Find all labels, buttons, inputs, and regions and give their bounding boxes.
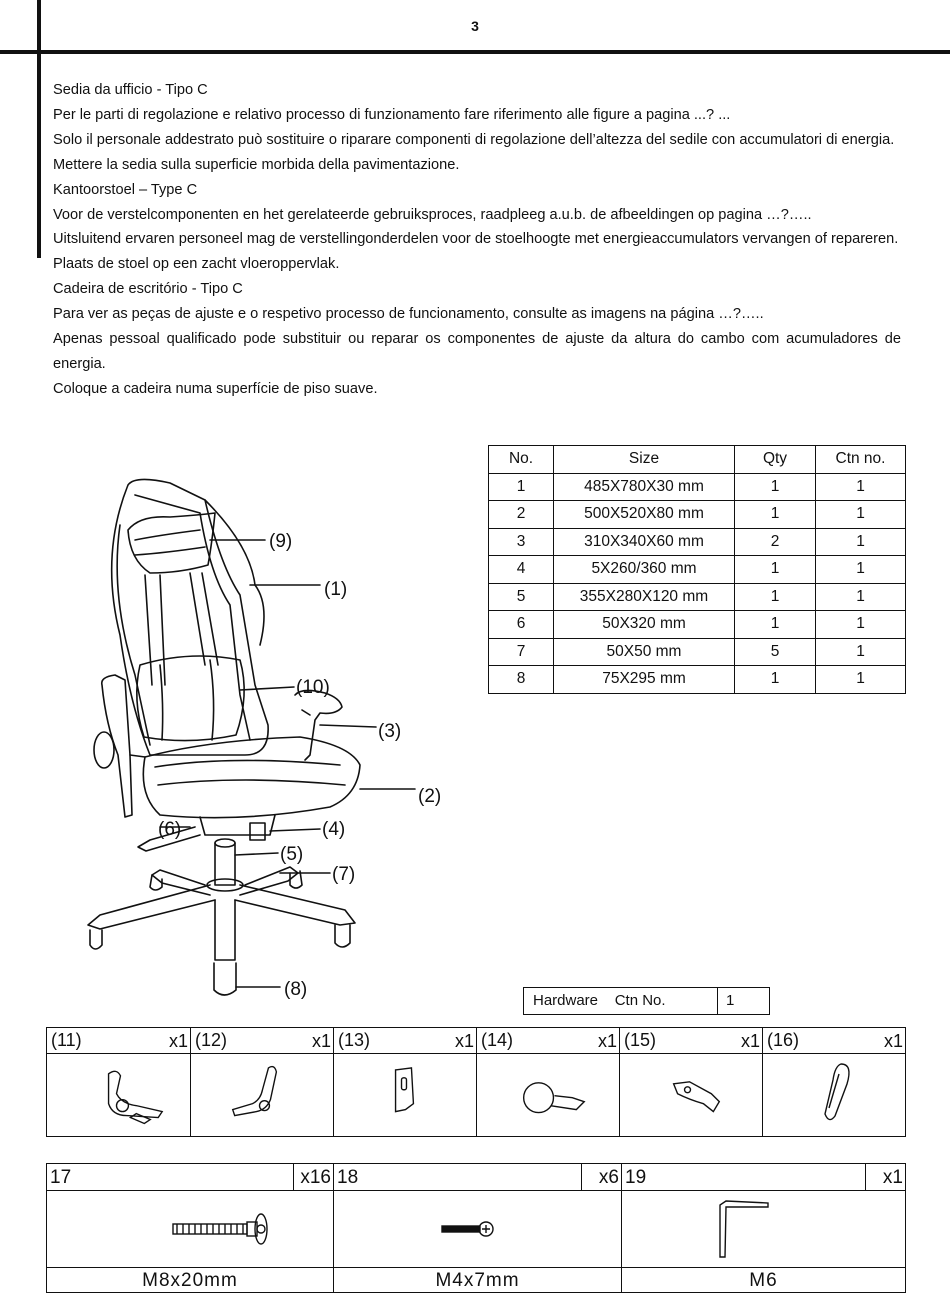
table-cell: 485X780X30 mm (554, 473, 735, 501)
table-cell: 1 (816, 583, 906, 611)
table-cell: 1 (735, 611, 816, 639)
fitting-qty: x1 (454, 1031, 474, 1051)
long-bolt-icon (47, 1191, 334, 1266)
clip-icon (620, 1054, 762, 1135)
paragraph: Uitsluitend ervaren personeel mag de verstellingonderdelen voor de stoelhoogte met energieaccumulators vervangen of repareren. (53, 231, 899, 248)
table-cell: 1 (816, 473, 906, 501)
paragraph: Kantoorstoel – Type C (53, 181, 198, 198)
column-header: No. (489, 446, 554, 474)
table-cell: 5 (489, 583, 554, 611)
table-cell: 1 (489, 473, 554, 501)
side-cover-icon (763, 1054, 905, 1136)
label-3: (3) (378, 721, 402, 742)
fitting-qty: x1 (740, 1031, 760, 1051)
label-8: (8) (284, 979, 308, 1000)
table-cell: 7 (489, 638, 554, 666)
cover-plate-icon (334, 1054, 476, 1135)
margin-rule (37, 0, 41, 258)
screw-size: M4x7mm (334, 1267, 621, 1292)
instructions-text (53, 78, 901, 402)
fitting-cell (191, 1028, 334, 1136)
label-9: (9) (269, 531, 293, 552)
handle-bracket-icon (191, 1054, 333, 1135)
screw-cell (622, 1164, 905, 1292)
hardware-ctn-value: 1 (726, 992, 735, 1009)
column-header: Ctn no. (816, 446, 906, 474)
paragraph: Apenas pessoal qualificado pode substituir ou reparar os componentes de ajuste da altura do cambo com acumuladores de energia. (53, 331, 901, 372)
screw-size: M6 (622, 1267, 905, 1292)
screw-cell (334, 1164, 622, 1292)
table-row (489, 473, 906, 501)
chair-diagram (40, 455, 480, 1015)
paragraph: Para ver as peças de ajuste e o respetivo processo de funcionamento, consulte as imagens na página …?….. (53, 306, 764, 323)
paragraph: Sedia da ufficio - Tipo C (53, 82, 208, 98)
paragraph: Coloque a cadeira numa superfície de piso suave. (53, 380, 378, 397)
table-row (489, 611, 906, 639)
column-header: Qty (735, 446, 816, 474)
table-row (489, 528, 906, 556)
label-4: (4) (322, 819, 346, 840)
fitting-number: (12) (195, 1030, 228, 1050)
fitting-cell (620, 1028, 763, 1136)
label-6: (6) (158, 819, 182, 840)
table-cell: 2 (735, 528, 816, 556)
hardware-box (523, 987, 770, 1015)
paragraph: Cadeira de escritório - Tipo C (53, 281, 243, 298)
paragraph: Per le parti di regolazione e relativo processo di funzionamento fare riferimento alle figure a pagina ...? ... (53, 106, 731, 123)
fittings-table (46, 1027, 906, 1137)
fitting-number: (14) (481, 1030, 514, 1050)
table-cell: 310X340X60 mm (554, 528, 735, 556)
table-row (489, 556, 906, 584)
screw-qty: x16 (300, 1167, 331, 1188)
label-10: (10) (296, 677, 330, 698)
paragraph: Solo il personale addestrato può sostituire o riparare componenti di regolazione dell’altezza del sedile con accumulatori di energia. (53, 131, 895, 148)
parts-table-body (489, 473, 906, 693)
table-cell: 1 (735, 473, 816, 501)
table-cell: 8 (489, 666, 554, 694)
table-cell: 355X280X120 mm (554, 583, 735, 611)
chair-drawing (88, 479, 415, 995)
paragraph: Voor de verstelcomponenten en het gerelateerde gebruiksproces, raadpleeg a.u.b. de afbeeldingen op pagina …?….. (53, 206, 812, 223)
table-cell: 5X260/360 mm (554, 556, 735, 584)
table-cell: 1 (816, 528, 906, 556)
fitting-cell (47, 1028, 191, 1136)
screw-cell (47, 1164, 334, 1292)
fitting-cell (334, 1028, 477, 1136)
table-cell: 1 (735, 556, 816, 584)
table-cell: 1 (816, 501, 906, 529)
paragraph: Plaats de stoel op een zacht vloeroppervlak. (53, 256, 340, 273)
knob-lever-icon (477, 1054, 619, 1135)
table-cell: 1 (735, 666, 816, 694)
hardware-divider (717, 988, 718, 1014)
table-cell: 50X320 mm (554, 611, 735, 639)
table-cell: 1 (816, 611, 906, 639)
short-screw-icon (334, 1191, 622, 1266)
table-cell: 1 (816, 556, 906, 584)
fitting-cell (763, 1028, 905, 1136)
table-row (489, 583, 906, 611)
paragraph: Mettere la sedia sulla superficie morbida della pavimentazione. (53, 156, 460, 173)
label-1: (1) (324, 579, 348, 600)
allen-key-icon (622, 1191, 905, 1266)
label-2: (2) (418, 786, 442, 807)
page-number: 3 (471, 18, 479, 34)
header-rule (0, 50, 950, 54)
hardware-label: Hardware Ctn No. (533, 992, 666, 1009)
screw-size: M8x20mm (47, 1267, 333, 1292)
label-5: (5) (280, 844, 304, 865)
table-cell: 4 (489, 556, 554, 584)
table-row (489, 666, 906, 694)
label-7: (7) (332, 864, 356, 885)
table-cell: 1 (816, 638, 906, 666)
table-cell: 6 (489, 611, 554, 639)
table-cell: 5 (735, 638, 816, 666)
screw-qty: x1 (882, 1167, 903, 1188)
fitting-number: (11) (51, 1030, 82, 1050)
parts-table (488, 445, 906, 694)
screw-number: 19 (625, 1167, 647, 1188)
fitting-number: (15) (624, 1030, 657, 1050)
fitting-number: (13) (338, 1030, 371, 1050)
fitting-cell (477, 1028, 620, 1136)
column-header: Size (554, 446, 735, 474)
table-cell: 1 (735, 501, 816, 529)
fitting-qty: x1 (168, 1031, 188, 1051)
screw-qty: x6 (598, 1167, 619, 1188)
screw-number: 17 (50, 1167, 72, 1188)
fitting-qty: x1 (311, 1031, 331, 1051)
table-cell: 50X50 mm (554, 638, 735, 666)
table-cell: 500X520X80 mm (554, 501, 735, 529)
mechanism-bracket-icon (47, 1054, 190, 1135)
fitting-number: (16) (767, 1030, 800, 1050)
fitting-qty: x1 (883, 1031, 903, 1051)
table-cell: 2 (489, 501, 554, 529)
screw-number: 18 (337, 1167, 359, 1188)
table-row (489, 501, 906, 529)
table-header-row (489, 446, 906, 474)
fitting-qty: x1 (597, 1031, 617, 1051)
table-cell: 75X295 mm (554, 666, 735, 694)
screws-table (46, 1163, 906, 1293)
table-row (489, 638, 906, 666)
table-cell: 1 (735, 583, 816, 611)
table-cell: 1 (816, 666, 906, 694)
table-cell: 3 (489, 528, 554, 556)
